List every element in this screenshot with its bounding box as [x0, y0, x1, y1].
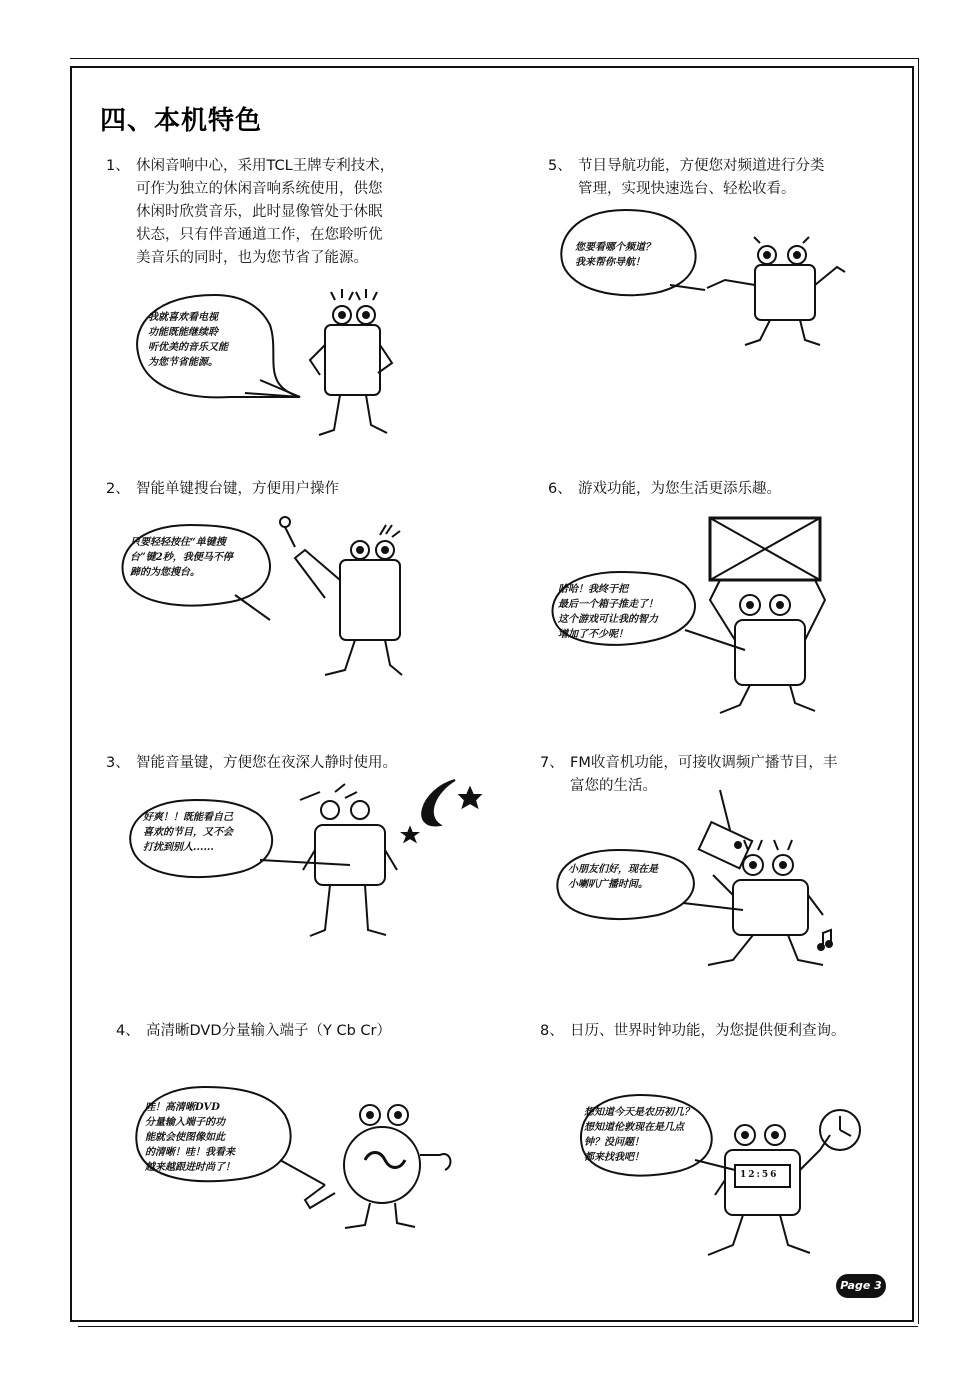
bubble-tail [280, 1160, 325, 1185]
feature-line: 游戏功能，为您生活更添乐趣。 [578, 481, 781, 497]
feature-1 [106, 155, 394, 270]
feature-2 [106, 478, 339, 501]
page-number-badge: Page 3 [836, 1274, 886, 1298]
feature-number: 5、 [548, 158, 572, 174]
speech-bubble-text: 只要轻轻按住“单键搜 台”键2秒，我便马不停 蹄的为您搜台。 [130, 537, 233, 578]
tv-character-icon [300, 784, 397, 936]
bubble-tail [235, 595, 270, 620]
feature-number: 6、 [548, 481, 572, 497]
feature-5-illustration [555, 205, 865, 360]
tv-screen-clock-readout: 12:56 [740, 1170, 779, 1180]
tv-character-icon [708, 1125, 830, 1255]
feature-line: 智能单键搜台键，方便用户操作 [136, 481, 339, 497]
feature-number: 8、 [540, 1023, 564, 1039]
feature-6 [548, 478, 781, 501]
tv-character-icon [707, 237, 845, 345]
speech-bubble-text: 想知道今天是农历初几？ 想知道伦敦现在是几点 钟？没问题！ 都来找我吧！ [584, 1107, 694, 1163]
tv-character-icon [280, 517, 402, 675]
feature-8 [540, 1020, 846, 1043]
tv-character-icon [310, 289, 392, 435]
frame-rule-bottom [78, 1326, 918, 1327]
feature-number: 7、 [540, 755, 564, 771]
bubble-tail [245, 380, 300, 397]
radio-icon [699, 790, 752, 868]
feature-line: 日历、世界时钟功能，为您提供便利查询。 [570, 1023, 846, 1039]
feature-number: 4、 [116, 1023, 140, 1039]
feature-line: 休闲音响中心，采用TCL王牌专利技术， [136, 158, 395, 174]
feature-line: 高清晰DVD分量输入端子（Y Cb Cr） [146, 1023, 391, 1039]
feature-line: 美音乐的同时，也为您节省了能源。 [136, 250, 368, 266]
tv-character-icon [710, 580, 825, 713]
feature-number: 1、 [106, 158, 130, 174]
feature-number: 2、 [106, 481, 130, 497]
speech-bubble-text: 小朋友们好，现在是 小喇叭广播时间。 [568, 864, 658, 890]
speech-bubble-text: 我就喜欢看电视 功能既能继续聆 听优美的音乐又能 为您节省能源。 [148, 312, 228, 368]
frame-rule-right [918, 58, 919, 1324]
feature-number: 3、 [106, 755, 130, 771]
feature-line: 管理，实现快速选台、轻松收看。 [578, 181, 796, 197]
feature-line: 可作为独立的休闲音响系统使用，供您 [136, 181, 383, 197]
speech-bubble-text: 好爽！！既能看自己 喜欢的节目，又不会 打扰到别人...... [143, 812, 233, 853]
feature-5 [548, 155, 825, 201]
moon-icon [422, 780, 455, 825]
bubble-tail [695, 1160, 735, 1170]
star-icon [403, 828, 417, 841]
feature-line: 富您的生活。 [570, 778, 657, 794]
feature-line: 休闲时欣赏音乐，此时显像管处于休眠 [136, 204, 383, 220]
feature-3-illustration [120, 770, 490, 950]
speech-bubble-text: 哈哈！我终于把 最后一个箱子推走了！ 这个游戏可让我的智力 增加了不少呢！ [558, 584, 658, 640]
feature-line: 节目导航功能，方便您对频道进行分类 [578, 158, 825, 174]
clock-icon [820, 1110, 860, 1150]
tv-character-icon [708, 840, 823, 965]
game-box-icon [710, 518, 820, 580]
speech-bubble-text: 哇！高清晰DVD 分量输入端子的功 能就会使图像如此 的清晰！哇！我看来 越来越跟进时尚了！ [145, 1102, 235, 1173]
speech-bubble-text: 您要看哪个频道？ 我来帮你导航！ [575, 242, 655, 268]
page-title: 四、本机特色 [100, 106, 263, 136]
tv-character-icon [305, 1105, 450, 1228]
bubble-tail [670, 285, 705, 290]
star-icon [460, 788, 480, 807]
feature-line: 智能音量键，方便您在夜深人静时使用。 [136, 755, 397, 771]
feature-line: 状态，只有伴音通道工作，在您聆听优 [136, 227, 383, 243]
feature-line: FM收音机功能，可接收调频广播节目，丰 [570, 755, 838, 771]
feature-4 [116, 1020, 391, 1043]
frame-rule-top [70, 58, 918, 59]
bubble-tail [260, 860, 350, 865]
